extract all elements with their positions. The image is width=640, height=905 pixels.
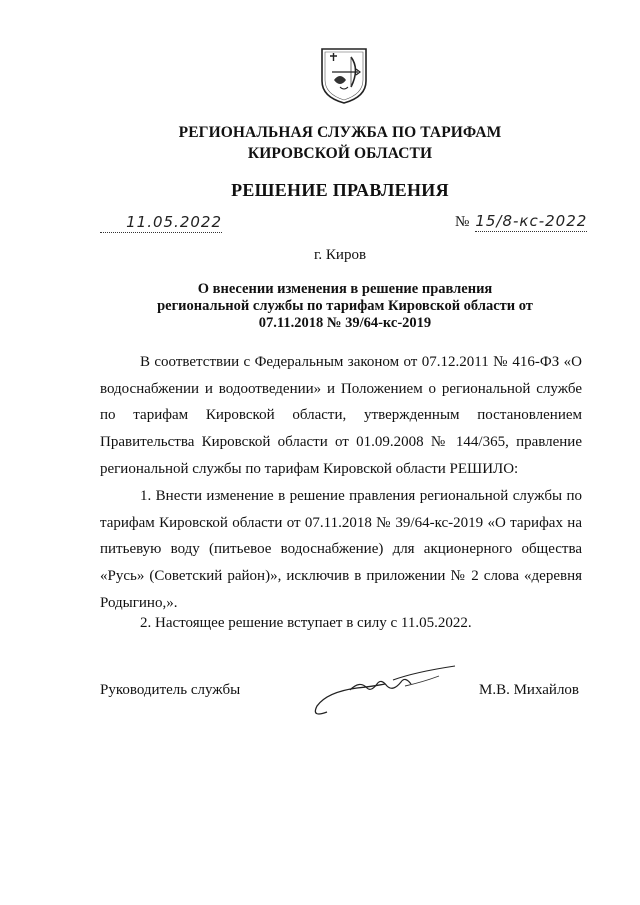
document-city: г. Киров <box>313 247 367 263</box>
signatory-name: М.В. Михайлов <box>479 682 580 698</box>
handwritten-signature-icon <box>305 662 465 722</box>
document-date: 11.05.2022 <box>100 213 222 233</box>
paragraph-text: 1. Внести изменение в решение правления региональной службы по тарифам Кировской области от 07.11.2018 № 39/64-кс-2019 «О тарифах на питьевую воду (питьевое водоснабжение) для акционерного общества «Русь» (Советский район)», исключив в приложении № 2 слова «деревня Родыгино,». <box>100 488 582 611</box>
number-sign: № <box>455 214 470 230</box>
body-paragraph-1 <box>100 349 582 483</box>
kirov-coat-of-arms-icon <box>320 47 368 105</box>
organization-name-line2: КИРОВСКОЙ ОБЛАСТИ <box>247 145 433 162</box>
paragraph-text: В соответствии с Федеральным законом от 07.12.2011 № 416-ФЗ «О водоснабжении и водоотведении» и Положением о региональной службе по тарифам Кировской области, утвержденным постановлением Правительства Кировской области от 01.09.2008 № 144/365, правление региональной службы по тарифам Кировской области РЕШИЛО: <box>100 354 582 477</box>
document-number-field <box>455 212 587 232</box>
document-type-title: РЕШЕНИЕ ПРАВЛЕНИЯ <box>231 180 449 200</box>
body-paragraph-3 <box>100 610 582 637</box>
document-number: 15/8-кс-2022 <box>475 212 588 230</box>
signatory-title: Руководитель службы <box>100 682 241 698</box>
document-subject: О внесении изменения в решение правления региональной службы по тарифам Кировской области от 07.11.2018 № 39/64-кс-2019 <box>157 281 533 331</box>
organization-name-line1: РЕГИОНАЛЬНАЯ СЛУЖБА ПО ТАРИФАМ <box>178 124 502 141</box>
body-paragraph-2 <box>100 483 582 617</box>
paragraph-text: 2. Настоящее решение вступает в силу с 11.05.2022. <box>140 615 472 631</box>
